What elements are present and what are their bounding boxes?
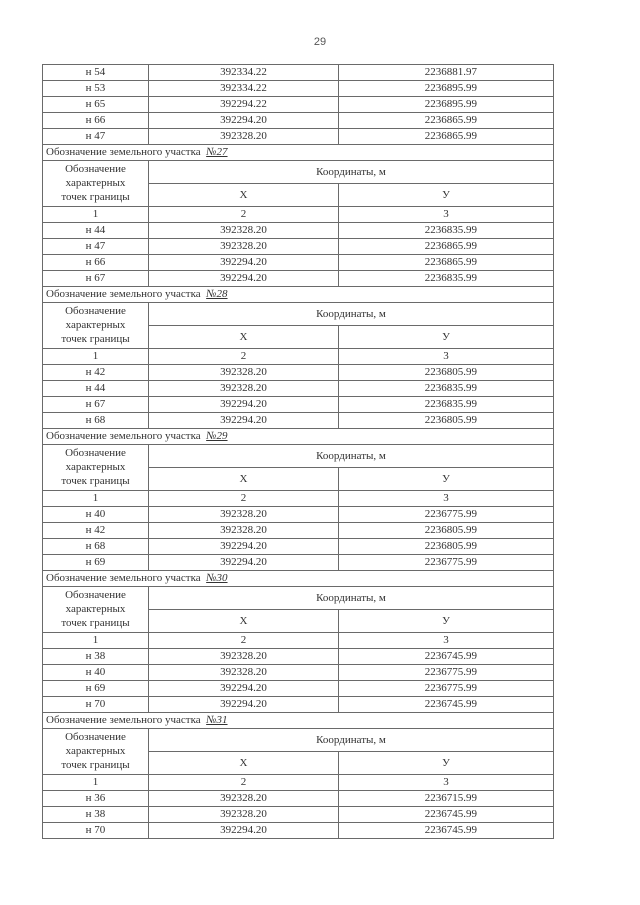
point-header-line: характерных [65, 745, 126, 757]
y-cell: 2236865.99 [339, 129, 554, 145]
y-cell: 2236835.99 [339, 397, 554, 413]
y-cell: 2236805.99 [339, 365, 554, 381]
x-cell: 392328.20 [149, 507, 339, 523]
x-cell: 392294.20 [149, 697, 339, 713]
point-cell: н 66 [43, 255, 149, 271]
y-cell: 2236745.99 [339, 823, 554, 839]
point-header-line: характерных [65, 319, 126, 331]
point-header-line: характерных [65, 177, 126, 189]
x-header: Х [149, 326, 339, 349]
point-header-line: Обозначение [65, 163, 126, 175]
coords-header: Координаты, м [149, 445, 554, 468]
section-number: №27 [206, 146, 228, 158]
col-number: 1 [43, 775, 149, 791]
point-header-line: характерных [65, 603, 126, 615]
section-title-row [43, 713, 554, 729]
x-cell: 392294.20 [149, 823, 339, 839]
column-number-row [43, 633, 554, 649]
table-row [43, 365, 554, 381]
section-number: №29 [206, 430, 228, 442]
column-number-row [43, 349, 554, 365]
column-number-row [43, 775, 554, 791]
table-row [43, 271, 554, 287]
coords-header: Координаты, м [149, 587, 554, 610]
point-header-line: точек границы [61, 759, 130, 771]
col-number: 2 [149, 491, 339, 507]
section-prefix: Обозначение земельного участка [46, 288, 201, 300]
point-cell: н 68 [43, 413, 149, 429]
x-cell: 392294.20 [149, 681, 339, 697]
section-title [43, 145, 554, 161]
x-cell: 392294.20 [149, 113, 339, 129]
col-number: 3 [339, 491, 554, 507]
point-header [43, 445, 149, 491]
y-cell: 2236805.99 [339, 539, 554, 555]
point-cell: н 70 [43, 697, 149, 713]
y-cell: 2236895.99 [339, 97, 554, 113]
x-cell: 392294.20 [149, 271, 339, 287]
table-row [43, 413, 554, 429]
point-cell: н 67 [43, 397, 149, 413]
point-header [43, 587, 149, 633]
table-row [43, 523, 554, 539]
point-cell: н 68 [43, 539, 149, 555]
x-cell: 392294.22 [149, 97, 339, 113]
section-number: №28 [206, 288, 228, 300]
point-cell: н 36 [43, 791, 149, 807]
point-cell: н 65 [43, 97, 149, 113]
y-cell: 2236805.99 [339, 523, 554, 539]
coordinates-table [42, 64, 554, 839]
y-header: У [339, 326, 554, 349]
section-title-row [43, 571, 554, 587]
x-cell: 392294.20 [149, 413, 339, 429]
x-cell: 392328.20 [149, 381, 339, 397]
col-number: 3 [339, 633, 554, 649]
point-cell: н 47 [43, 239, 149, 255]
section-title [43, 429, 554, 445]
table-row [43, 555, 554, 571]
col-number: 2 [149, 207, 339, 223]
header-row [43, 303, 554, 326]
coords-header: Координаты, м [149, 161, 554, 184]
x-cell: 392328.20 [149, 239, 339, 255]
point-header [43, 303, 149, 349]
point-cell: н 40 [43, 507, 149, 523]
y-cell: 2236805.99 [339, 413, 554, 429]
col-number: 1 [43, 207, 149, 223]
y-cell: 2236881.97 [339, 65, 554, 81]
table-row [43, 649, 554, 665]
x-header: Х [149, 610, 339, 633]
point-header-line: точек границы [61, 333, 130, 345]
point-cell: н 67 [43, 271, 149, 287]
y-header: У [339, 468, 554, 491]
x-cell: 392328.20 [149, 649, 339, 665]
table-row [43, 807, 554, 823]
section-number: №31 [206, 714, 228, 726]
point-cell: н 44 [43, 223, 149, 239]
y-cell: 2236865.99 [339, 113, 554, 129]
coords-header: Координаты, м [149, 729, 554, 752]
point-cell: н 38 [43, 807, 149, 823]
section-title [43, 287, 554, 303]
col-number: 3 [339, 349, 554, 365]
section-prefix: Обозначение земельного участка [46, 714, 201, 726]
point-cell: н 69 [43, 681, 149, 697]
point-cell: н 42 [43, 523, 149, 539]
x-cell: 392294.20 [149, 555, 339, 571]
point-header-line: точек границы [61, 617, 130, 629]
x-cell: 392328.20 [149, 129, 339, 145]
x-cell: 392294.20 [149, 397, 339, 413]
point-header-line: Обозначение [65, 447, 126, 459]
section-prefix: Обозначение земельного участка [46, 572, 201, 584]
x-cell: 392334.22 [149, 81, 339, 97]
table-row [43, 255, 554, 271]
x-cell: 392328.20 [149, 365, 339, 381]
x-cell: 392328.20 [149, 807, 339, 823]
y-cell: 2236745.99 [339, 807, 554, 823]
col-number: 1 [43, 349, 149, 365]
point-header [43, 161, 149, 207]
point-header-line: Обозначение [65, 305, 126, 317]
section-title [43, 571, 554, 587]
y-cell: 2236775.99 [339, 555, 554, 571]
y-cell: 2236745.99 [339, 649, 554, 665]
section-title-row [43, 429, 554, 445]
table-row [43, 65, 554, 81]
x-cell: 392334.22 [149, 65, 339, 81]
x-cell: 392328.20 [149, 791, 339, 807]
y-cell: 2236835.99 [339, 223, 554, 239]
point-header-line: точек границы [61, 191, 130, 203]
y-cell: 2236865.99 [339, 255, 554, 271]
point-cell: н 69 [43, 555, 149, 571]
x-cell: 392328.20 [149, 223, 339, 239]
point-header-line: Обозначение [65, 731, 126, 743]
section-number: №30 [206, 572, 228, 584]
y-cell: 2236865.99 [339, 239, 554, 255]
point-cell: н 66 [43, 113, 149, 129]
point-cell: н 42 [43, 365, 149, 381]
col-number: 2 [149, 633, 339, 649]
x-header: Х [149, 752, 339, 775]
section-prefix: Обозначение земельного участка [46, 146, 201, 158]
col-number: 3 [339, 207, 554, 223]
header-row [43, 445, 554, 468]
col-number: 2 [149, 349, 339, 365]
point-header-line: характерных [65, 461, 126, 473]
table-row [43, 665, 554, 681]
y-header: У [339, 610, 554, 633]
point-header [43, 729, 149, 775]
point-cell: н 70 [43, 823, 149, 839]
table-row [43, 823, 554, 839]
header-row [43, 587, 554, 610]
header-row [43, 729, 554, 752]
coords-header: Координаты, м [149, 303, 554, 326]
point-cell: н 47 [43, 129, 149, 145]
section-title-row [43, 145, 554, 161]
table-row [43, 81, 554, 97]
x-cell: 392294.20 [149, 255, 339, 271]
y-header: У [339, 752, 554, 775]
table-row [43, 129, 554, 145]
table-row [43, 397, 554, 413]
column-number-row [43, 491, 554, 507]
section-title-row [43, 287, 554, 303]
table-row [43, 239, 554, 255]
y-header: У [339, 184, 554, 207]
table-row [43, 113, 554, 129]
y-cell: 2236835.99 [339, 271, 554, 287]
table-row [43, 681, 554, 697]
col-number: 2 [149, 775, 339, 791]
table-row [43, 381, 554, 397]
point-cell: н 44 [43, 381, 149, 397]
y-cell: 2236895.99 [339, 81, 554, 97]
x-cell: 392328.20 [149, 523, 339, 539]
section-prefix: Обозначение земельного участка [46, 430, 201, 442]
table-row [43, 223, 554, 239]
x-header: Х [149, 468, 339, 491]
column-number-row [43, 207, 554, 223]
col-number: 1 [43, 633, 149, 649]
table-row [43, 507, 554, 523]
x-cell: 392328.20 [149, 665, 339, 681]
point-cell: н 54 [43, 65, 149, 81]
section-title [43, 713, 554, 729]
table-row [43, 697, 554, 713]
col-number: 3 [339, 775, 554, 791]
x-header: Х [149, 184, 339, 207]
header-row [43, 161, 554, 184]
table-row [43, 97, 554, 113]
table-row [43, 791, 554, 807]
point-header-line: точек границы [61, 475, 130, 487]
point-cell: н 53 [43, 81, 149, 97]
page-number: 29 [313, 36, 327, 48]
x-cell: 392294.20 [149, 539, 339, 555]
point-cell: н 40 [43, 665, 149, 681]
point-cell: н 38 [43, 649, 149, 665]
y-cell: 2236715.99 [339, 791, 554, 807]
y-cell: 2236775.99 [339, 507, 554, 523]
y-cell: 2236835.99 [339, 381, 554, 397]
point-header-line: Обозначение [65, 589, 126, 601]
y-cell: 2236745.99 [339, 697, 554, 713]
col-number: 1 [43, 491, 149, 507]
table-row [43, 539, 554, 555]
y-cell: 2236775.99 [339, 665, 554, 681]
y-cell: 2236775.99 [339, 681, 554, 697]
